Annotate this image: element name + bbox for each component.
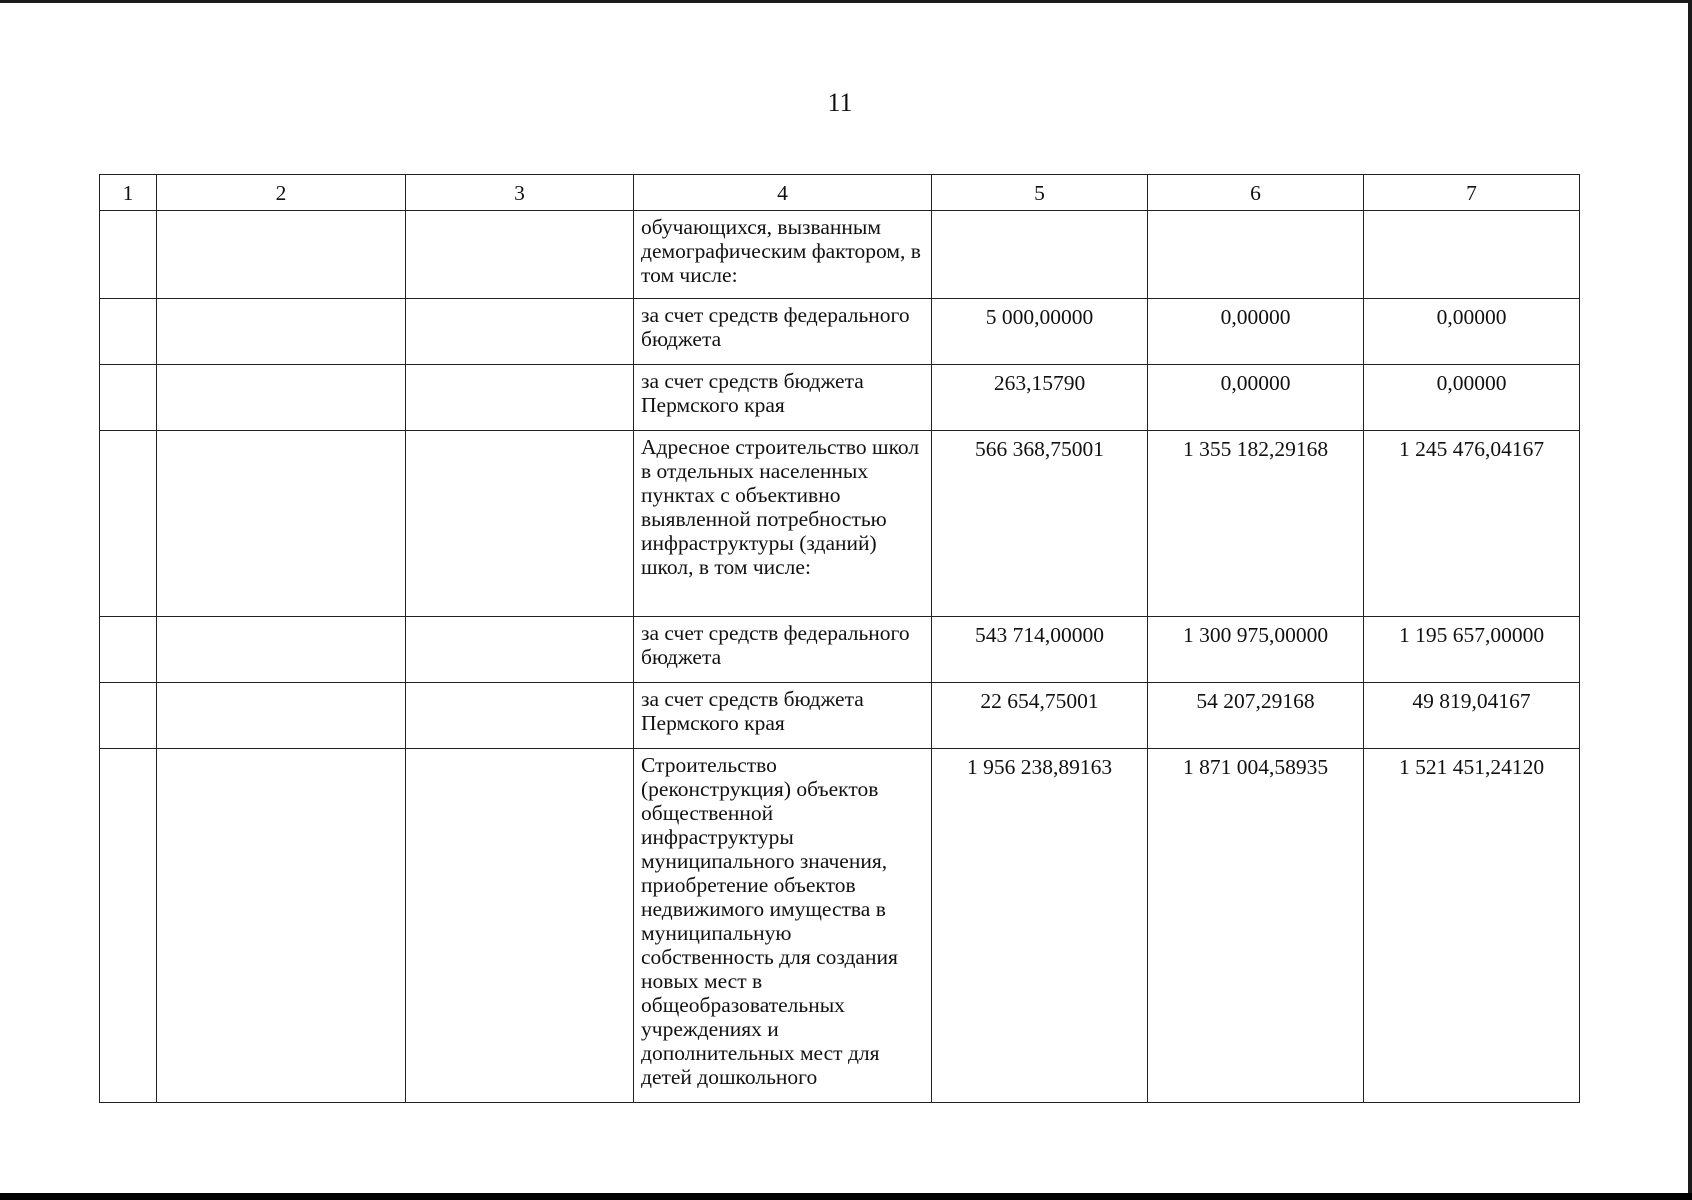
table-row xyxy=(100,365,1580,431)
cell-col1 xyxy=(100,749,157,1103)
cell-col3 xyxy=(406,365,634,431)
value-col6: 0,00000 xyxy=(1148,365,1364,431)
column-header: 3 xyxy=(406,175,634,211)
scan-top-edge xyxy=(0,0,1692,3)
description-cell: за счет средств федерального бюджета xyxy=(634,299,932,365)
cell-col1 xyxy=(100,299,157,365)
cell-col2 xyxy=(157,431,406,617)
value-col5: 566 368,75001 xyxy=(932,431,1148,617)
table-row xyxy=(100,211,1580,299)
value-col5: 22 654,75001 xyxy=(932,683,1148,749)
value-col7: 0,00000 xyxy=(1364,299,1580,365)
value-col6: 1 871 004,58935 xyxy=(1148,749,1364,1103)
column-header: 1 xyxy=(100,175,157,211)
table-row xyxy=(100,299,1580,365)
page-number: 11 xyxy=(827,88,853,117)
cell-col1 xyxy=(100,431,157,617)
description-cell: за счет средств бюджета Пермского края xyxy=(634,365,932,431)
cell-col1 xyxy=(100,683,157,749)
cell-col3 xyxy=(406,683,634,749)
cell-col1 xyxy=(100,617,157,683)
column-header: 6 xyxy=(1148,175,1364,211)
cell-col2 xyxy=(157,749,406,1103)
value-col7 xyxy=(1364,211,1580,299)
scan-right-edge xyxy=(1688,0,1692,1200)
value-col5 xyxy=(932,211,1148,299)
cell-col3 xyxy=(406,749,634,1103)
value-col5: 543 714,00000 xyxy=(932,617,1148,683)
value-col5: 5 000,00000 xyxy=(932,299,1148,365)
cell-col3 xyxy=(406,617,634,683)
value-col6 xyxy=(1148,211,1364,299)
value-col6: 1 355 182,29168 xyxy=(1148,431,1364,617)
table-row xyxy=(100,431,1580,617)
cell-col1 xyxy=(100,211,157,299)
cell-col2 xyxy=(157,365,406,431)
value-col7: 1 195 657,00000 xyxy=(1364,617,1580,683)
scan-bottom-edge xyxy=(0,1193,1692,1200)
value-col6: 0,00000 xyxy=(1148,299,1364,365)
description-cell: Строительство (реконструкция) объектов общественной инфраструктуры муниципального значения, приобретение объектов недвижимого имущества в муниципальную собственность для создания новых мест в общеобразовательных учреждениях и дополнительных мест для детей дошкольного xyxy=(634,749,932,1103)
value-col6: 1 300 975,00000 xyxy=(1148,617,1364,683)
value-col5: 1 956 238,89163 xyxy=(932,749,1148,1103)
cell-col2 xyxy=(157,211,406,299)
column-header: 7 xyxy=(1364,175,1580,211)
description-cell: обучающихся, вызванным демографическим фактором, в том числе: xyxy=(634,211,932,299)
column-header: 5 xyxy=(932,175,1148,211)
cell-col3 xyxy=(406,299,634,365)
value-col7: 0,00000 xyxy=(1364,365,1580,431)
budget-table xyxy=(99,174,1580,1103)
cell-col2 xyxy=(157,299,406,365)
value-col5: 263,15790 xyxy=(932,365,1148,431)
description-cell: Адресное строительство школ в отдельных населенных пунктах с объективно выявленной потребностью инфраструктуры (зданий) школ, в том числе: xyxy=(634,431,932,617)
table-row xyxy=(100,749,1580,1103)
value-col7: 1 521 451,24120 xyxy=(1364,749,1580,1103)
cell-col2 xyxy=(157,617,406,683)
value-col7: 49 819,04167 xyxy=(1364,683,1580,749)
value-col6: 54 207,29168 xyxy=(1148,683,1364,749)
table-row xyxy=(100,683,1580,749)
header-row xyxy=(100,175,1580,211)
description-cell: за счет средств бюджета Пермского края xyxy=(634,683,932,749)
column-header: 4 xyxy=(634,175,932,211)
cell-col3 xyxy=(406,431,634,617)
table-row xyxy=(100,617,1580,683)
cell-col3 xyxy=(406,211,634,299)
value-col7: 1 245 476,04167 xyxy=(1364,431,1580,617)
description-cell: за счет средств федерального бюджета xyxy=(634,617,932,683)
cell-col2 xyxy=(157,683,406,749)
column-header: 2 xyxy=(157,175,406,211)
cell-col1 xyxy=(100,365,157,431)
